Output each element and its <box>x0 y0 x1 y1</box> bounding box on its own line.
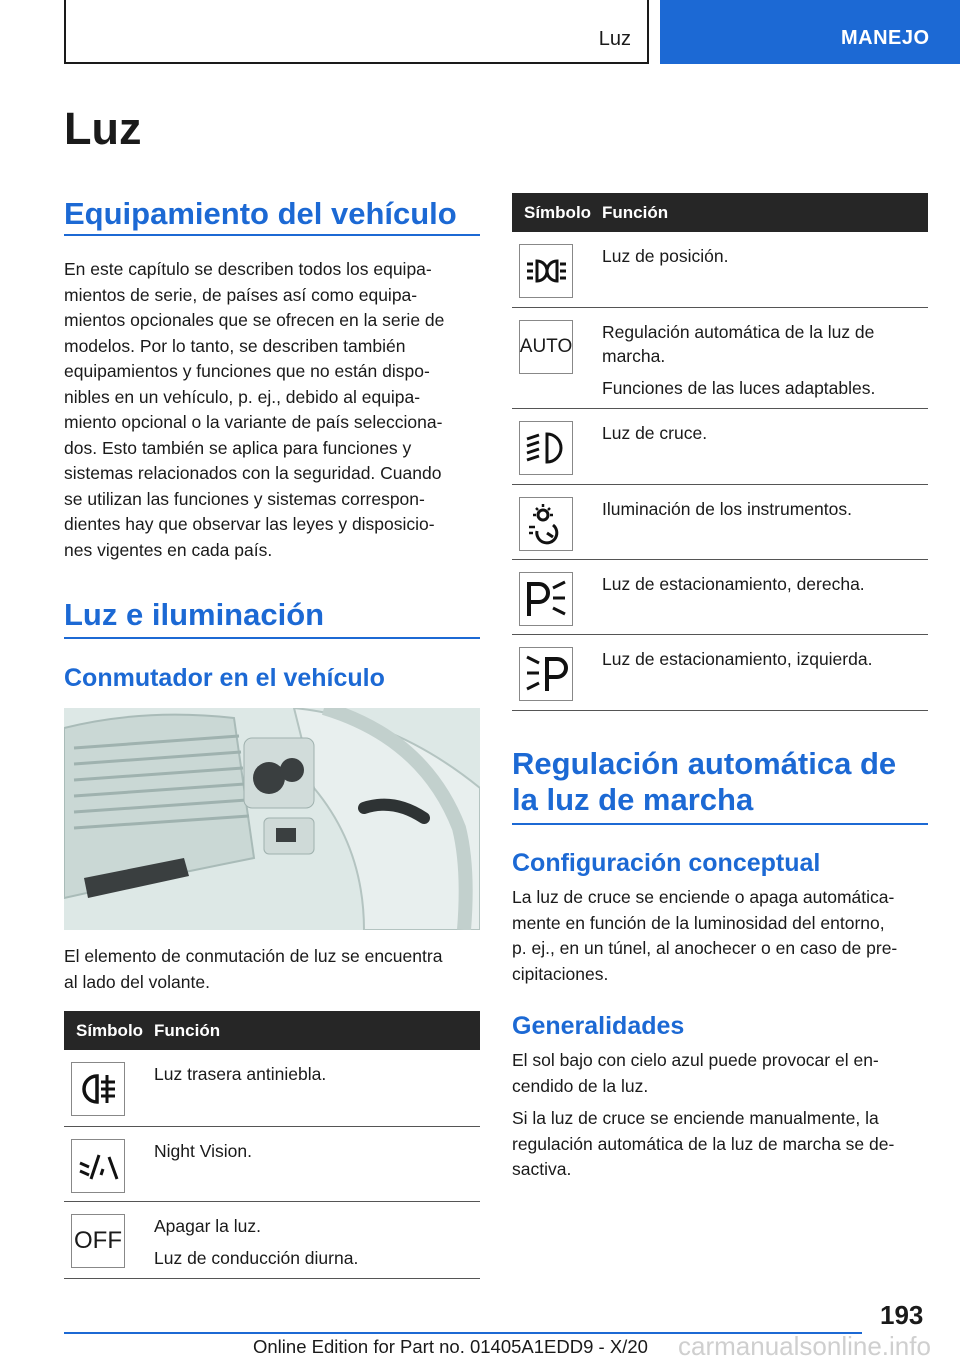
symbol-table-right <box>512 193 928 711</box>
paragraph-configuracion <box>512 885 937 987</box>
heading-configuracion: Configuración conceptual <box>512 849 821 877</box>
function-text: Luz de conducción diurna. <box>154 1247 359 1268</box>
text-line: mientos opcionales que se ofrecen en la serie de <box>64 310 445 330</box>
header-chapter-label: MANEJO <box>841 27 930 49</box>
function-text: Apagar la luz. <box>154 1215 262 1236</box>
text-line: nibles en un vehículo, p. ej., debido al equipa- <box>64 386 421 407</box>
text-line: p. ej., en un túnel, al anochecer o en caso de pre- <box>512 938 898 958</box>
rear-fog-light-icon <box>71 1062 125 1116</box>
text-line: modelos. Por lo tanto, se describen también <box>64 335 406 356</box>
text-line: dientes hay que observar las leyes y disposicio- <box>64 514 435 534</box>
table-row <box>512 634 928 710</box>
text-line: sactiva. <box>512 1159 572 1179</box>
table-row <box>64 1201 480 1278</box>
heading-conmutador: Conmutador en el vehículo <box>64 664 385 692</box>
table-row <box>512 408 928 484</box>
parking-light-right-icon <box>519 572 573 626</box>
column-header-symbol: Símbolo <box>64 1011 154 1050</box>
text-line: mente en función de la luminosidad del entorno, <box>512 912 885 933</box>
auto-symbol: AUTO <box>519 320 573 374</box>
heading-rule <box>512 823 928 825</box>
instrument-lighting-icon <box>519 497 573 551</box>
edition-note: Online Edition for Part no. 01405A1EDD9 - X/20 <box>253 1336 648 1357</box>
table-row <box>512 559 928 634</box>
text-line: se utilizan las funciones y sistemas correspon- <box>64 488 425 509</box>
heading-rule <box>64 234 480 236</box>
text-line: mientos de serie, de países así como equipa- <box>64 284 418 305</box>
column-header-function: Función <box>602 193 928 232</box>
header-chapter-tab[interactable] <box>660 0 960 64</box>
watermark: carmanualsonline.info <box>678 1331 931 1361</box>
paragraph-equipamiento <box>64 257 484 563</box>
function-text: Funciones de las luces adaptables. <box>602 377 876 398</box>
heading-line: Regulación automática de <box>512 746 897 781</box>
heading-regulacion <box>512 746 896 818</box>
function-text: Luz de cruce. <box>602 422 708 443</box>
column-header-function: Función <box>154 1011 480 1050</box>
night-vision-icon <box>71 1139 125 1193</box>
header-section-title: Luz <box>598 28 631 50</box>
low-beam-icon <box>519 421 573 475</box>
table-row <box>64 1050 480 1126</box>
heading-generalidades: Generalidades <box>512 1012 685 1040</box>
paragraph-generalidades-1 <box>512 1048 937 1099</box>
text-line: al lado del volante. <box>64 971 210 992</box>
heading-equipamiento: Equipamiento del vehículo <box>64 196 457 231</box>
heading-luz-iluminacion: Luz e iluminación <box>64 597 325 632</box>
function-text: Luz de estacionamiento, derecha. <box>602 573 865 594</box>
function-text: Iluminación de los instrumentos. <box>602 498 852 519</box>
text-line: El elemento de conmutación de luz se encuentra <box>64 946 443 966</box>
page-title: Luz <box>64 103 142 154</box>
text-line: nes vigentes en cada país. <box>64 539 273 560</box>
position-light-icon <box>519 244 573 298</box>
light-switch-photo <box>64 708 480 930</box>
paragraph-generalidades-2 <box>512 1106 937 1183</box>
text-line: sistemas relacionados con la seguridad. Cuando <box>64 463 442 483</box>
table-row <box>512 484 928 559</box>
text-line: La luz de cruce se enciende o apaga automática- <box>512 887 895 907</box>
page-number: 193 <box>880 1300 924 1330</box>
text-line: El sol bajo con cielo azul puede provocar el en- <box>512 1050 879 1070</box>
parking-light-left-icon <box>519 647 573 701</box>
heading-rule <box>64 637 480 639</box>
function-text: Night Vision. <box>154 1140 252 1161</box>
text-line: dos. Esto también se aplica para funciones y <box>64 437 412 458</box>
text-line: cendido de la luz. <box>512 1075 649 1096</box>
symbol-table-left <box>64 1011 480 1279</box>
text-line: miento opcional o la variante de país selecciona- <box>64 412 443 432</box>
table-row <box>64 1126 480 1201</box>
text-line: cipitaciones. <box>512 963 609 984</box>
text-line: equipamientos y funciones que no están dispo- <box>64 361 430 381</box>
column-header-symbol: Símbolo <box>512 193 602 232</box>
heading-line: la luz de marcha <box>512 782 754 817</box>
text-line: Si la luz de cruce se enciende manualmente, la <box>512 1108 879 1128</box>
text-line: En este capítulo se describen todos los equipa- <box>64 259 432 279</box>
function-text: Luz trasera antiniebla. <box>154 1064 327 1084</box>
function-text: Luz de estacionamiento, izquierda. <box>602 648 873 669</box>
table-row <box>512 307 928 408</box>
off-symbol: OFF <box>71 1214 125 1268</box>
function-text: Regulación automática de la luz de marcha. <box>602 321 875 366</box>
function-text: Luz de posición. <box>602 246 729 266</box>
header-section-box <box>64 0 649 64</box>
table-row <box>512 232 928 307</box>
text-line: regulación automática de la luz de marcha se de- <box>512 1133 895 1154</box>
photo-caption <box>64 944 484 995</box>
